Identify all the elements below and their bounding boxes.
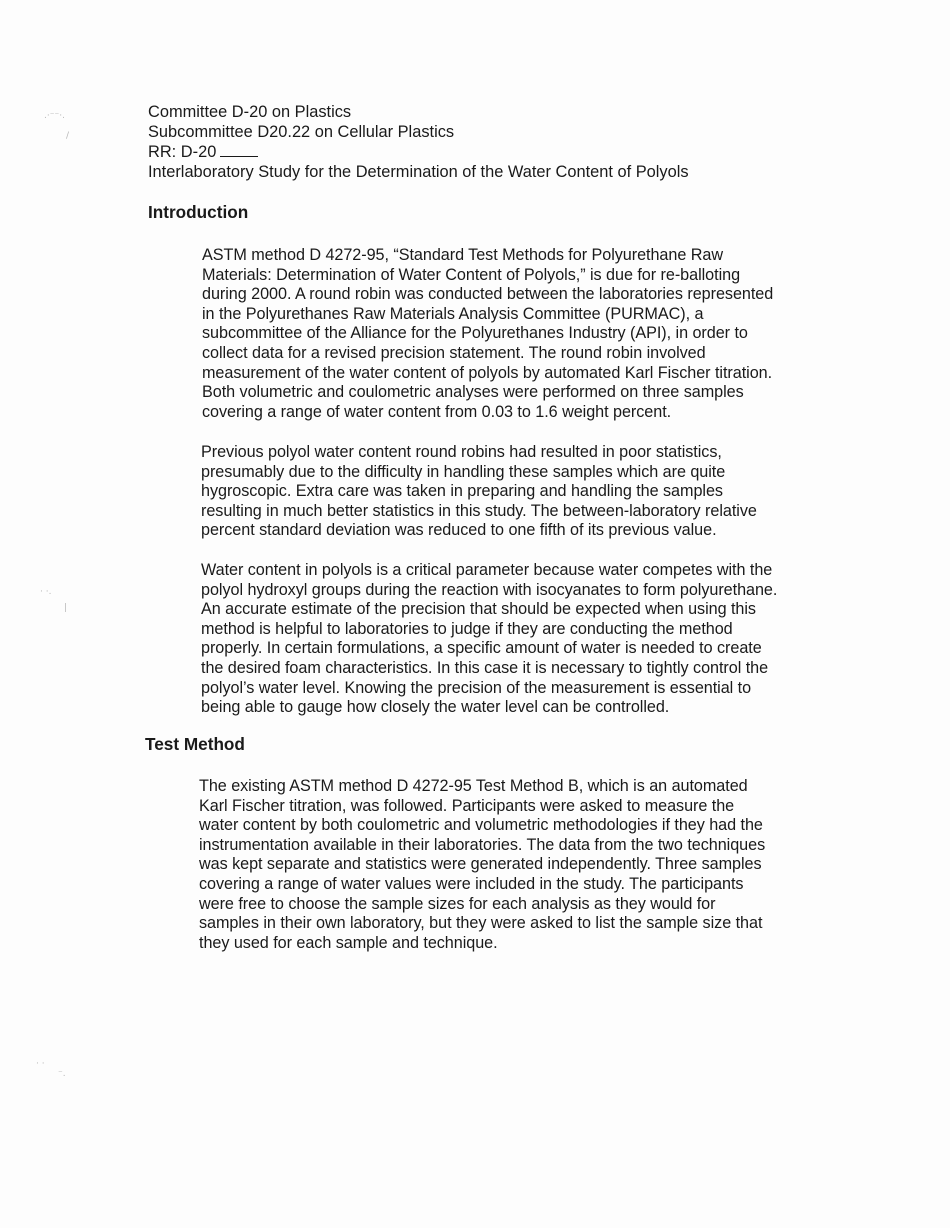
text-line: were free to choose the sample sizes for each analysis as they would for xyxy=(199,894,716,913)
text-line: percent standard deviation was reduced to one fifth of its previous value. xyxy=(201,521,717,540)
introduction-heading: Introduction xyxy=(148,202,249,222)
text-line: Both volumetric and coulometric analyses were performed on three samples xyxy=(202,383,744,402)
text-line: samples in their own laboratory, but they were asked to list the sample size that xyxy=(199,914,763,933)
subcommittee-line: Subcommittee D20.22 on Cellular Plastics xyxy=(148,123,455,141)
scan-speck: ⁻. xyxy=(58,1069,66,1079)
text-line: Previous polyol water content round robins had resulted in poor statistics, xyxy=(201,443,722,461)
text-line: resulting in much better statistics in this study. The between-laboratory relative xyxy=(201,501,757,520)
text-line: in the Polyurethanes Raw Materials Analysis Committee (PURMAC), a xyxy=(202,304,704,323)
text-line: hygroscopic. Extra care was taken in preparing and handling the samples xyxy=(201,482,723,501)
text-line: The existing ASTM method D 4272-95 Test Method B, which is an automated xyxy=(199,777,748,795)
text-line: water content by both coulometric and volumetric methodologies if they had the xyxy=(199,816,763,835)
text-line: An accurate estimate of the precision that should be expected when using this xyxy=(201,600,756,619)
introduction-paragraph-1 xyxy=(202,246,773,422)
text-line: Karl Fischer titration, was followed. Participants were asked to measure the xyxy=(199,796,735,815)
text-line: Materials: Determination of Water Content of Polyols,” is due for re-balloting xyxy=(202,265,741,284)
text-line: they used for each sample and technique. xyxy=(199,933,498,952)
text-line: method is helpful to laboratories to judge if they are conducting the method xyxy=(201,619,733,638)
scan-speck: .·⁻⁻·. xyxy=(44,111,65,121)
rr-line xyxy=(148,142,689,162)
text-line: collect data for a revised precision statement. The round robin involved xyxy=(202,343,706,362)
committee-line: Committee D-20 on Plastics xyxy=(148,103,352,121)
text-line: the desired foam characteristics. In this case it is necessary to tightly control the xyxy=(201,658,769,677)
introduction-paragraph-2 xyxy=(201,443,757,541)
scan-speck: / xyxy=(66,131,70,141)
text-line: polyol’s water level. Knowing the precision of the measurement is essential to xyxy=(201,678,752,697)
scan-speck: | xyxy=(64,603,68,613)
text-line: being able to gauge how closely the water level can be controlled. xyxy=(201,698,670,717)
text-line: ASTM method D 4272-95, “Standard Test Methods for Polyurethane Raw xyxy=(202,246,723,264)
introduction-paragraph-3 xyxy=(201,561,777,718)
study-title: Interlaboratory Study for the Determination of the Water Content of Polyols xyxy=(148,163,689,181)
text-line: polyol hydroxyl groups during the reaction with isocyanates to form polyurethane. xyxy=(201,580,778,599)
text-line: Water content in polyols is a critical parameter because water competes with the xyxy=(201,561,773,579)
text-line: properly. In certain formulations, a specific amount of water is needed to create xyxy=(201,639,762,658)
text-line: instrumentation available in their laboratories. The data from the two techniques xyxy=(199,835,766,854)
test-method-paragraph-1 xyxy=(199,777,765,953)
document-header xyxy=(148,102,689,182)
text-line: presumably due to the difficulty in handling these samples which are quite xyxy=(201,462,726,481)
text-line: subcommittee of the Alliance for the Polyurethanes Industry (API), in order to xyxy=(202,324,748,343)
text-line: during 2000. A round robin was conducted between the laboratories represented xyxy=(202,285,774,304)
scan-speck: · · xyxy=(36,1059,45,1069)
text-line: covering a range of water values were included in the study. The participants xyxy=(199,874,744,893)
text-line: measurement of the water content of polyols by automated Karl Fischer titration. xyxy=(202,363,773,382)
rr-blank-field xyxy=(220,142,258,157)
scan-speck: · ·. xyxy=(40,587,52,597)
text-line: covering a range of water content from 0.03 to 1.6 weight percent. xyxy=(202,402,672,421)
text-line: was kept separate and statistics were generated independently. Three samples xyxy=(199,855,762,874)
test-method-heading: Test Method xyxy=(145,734,245,754)
rr-label: RR: D-20 xyxy=(148,143,217,161)
